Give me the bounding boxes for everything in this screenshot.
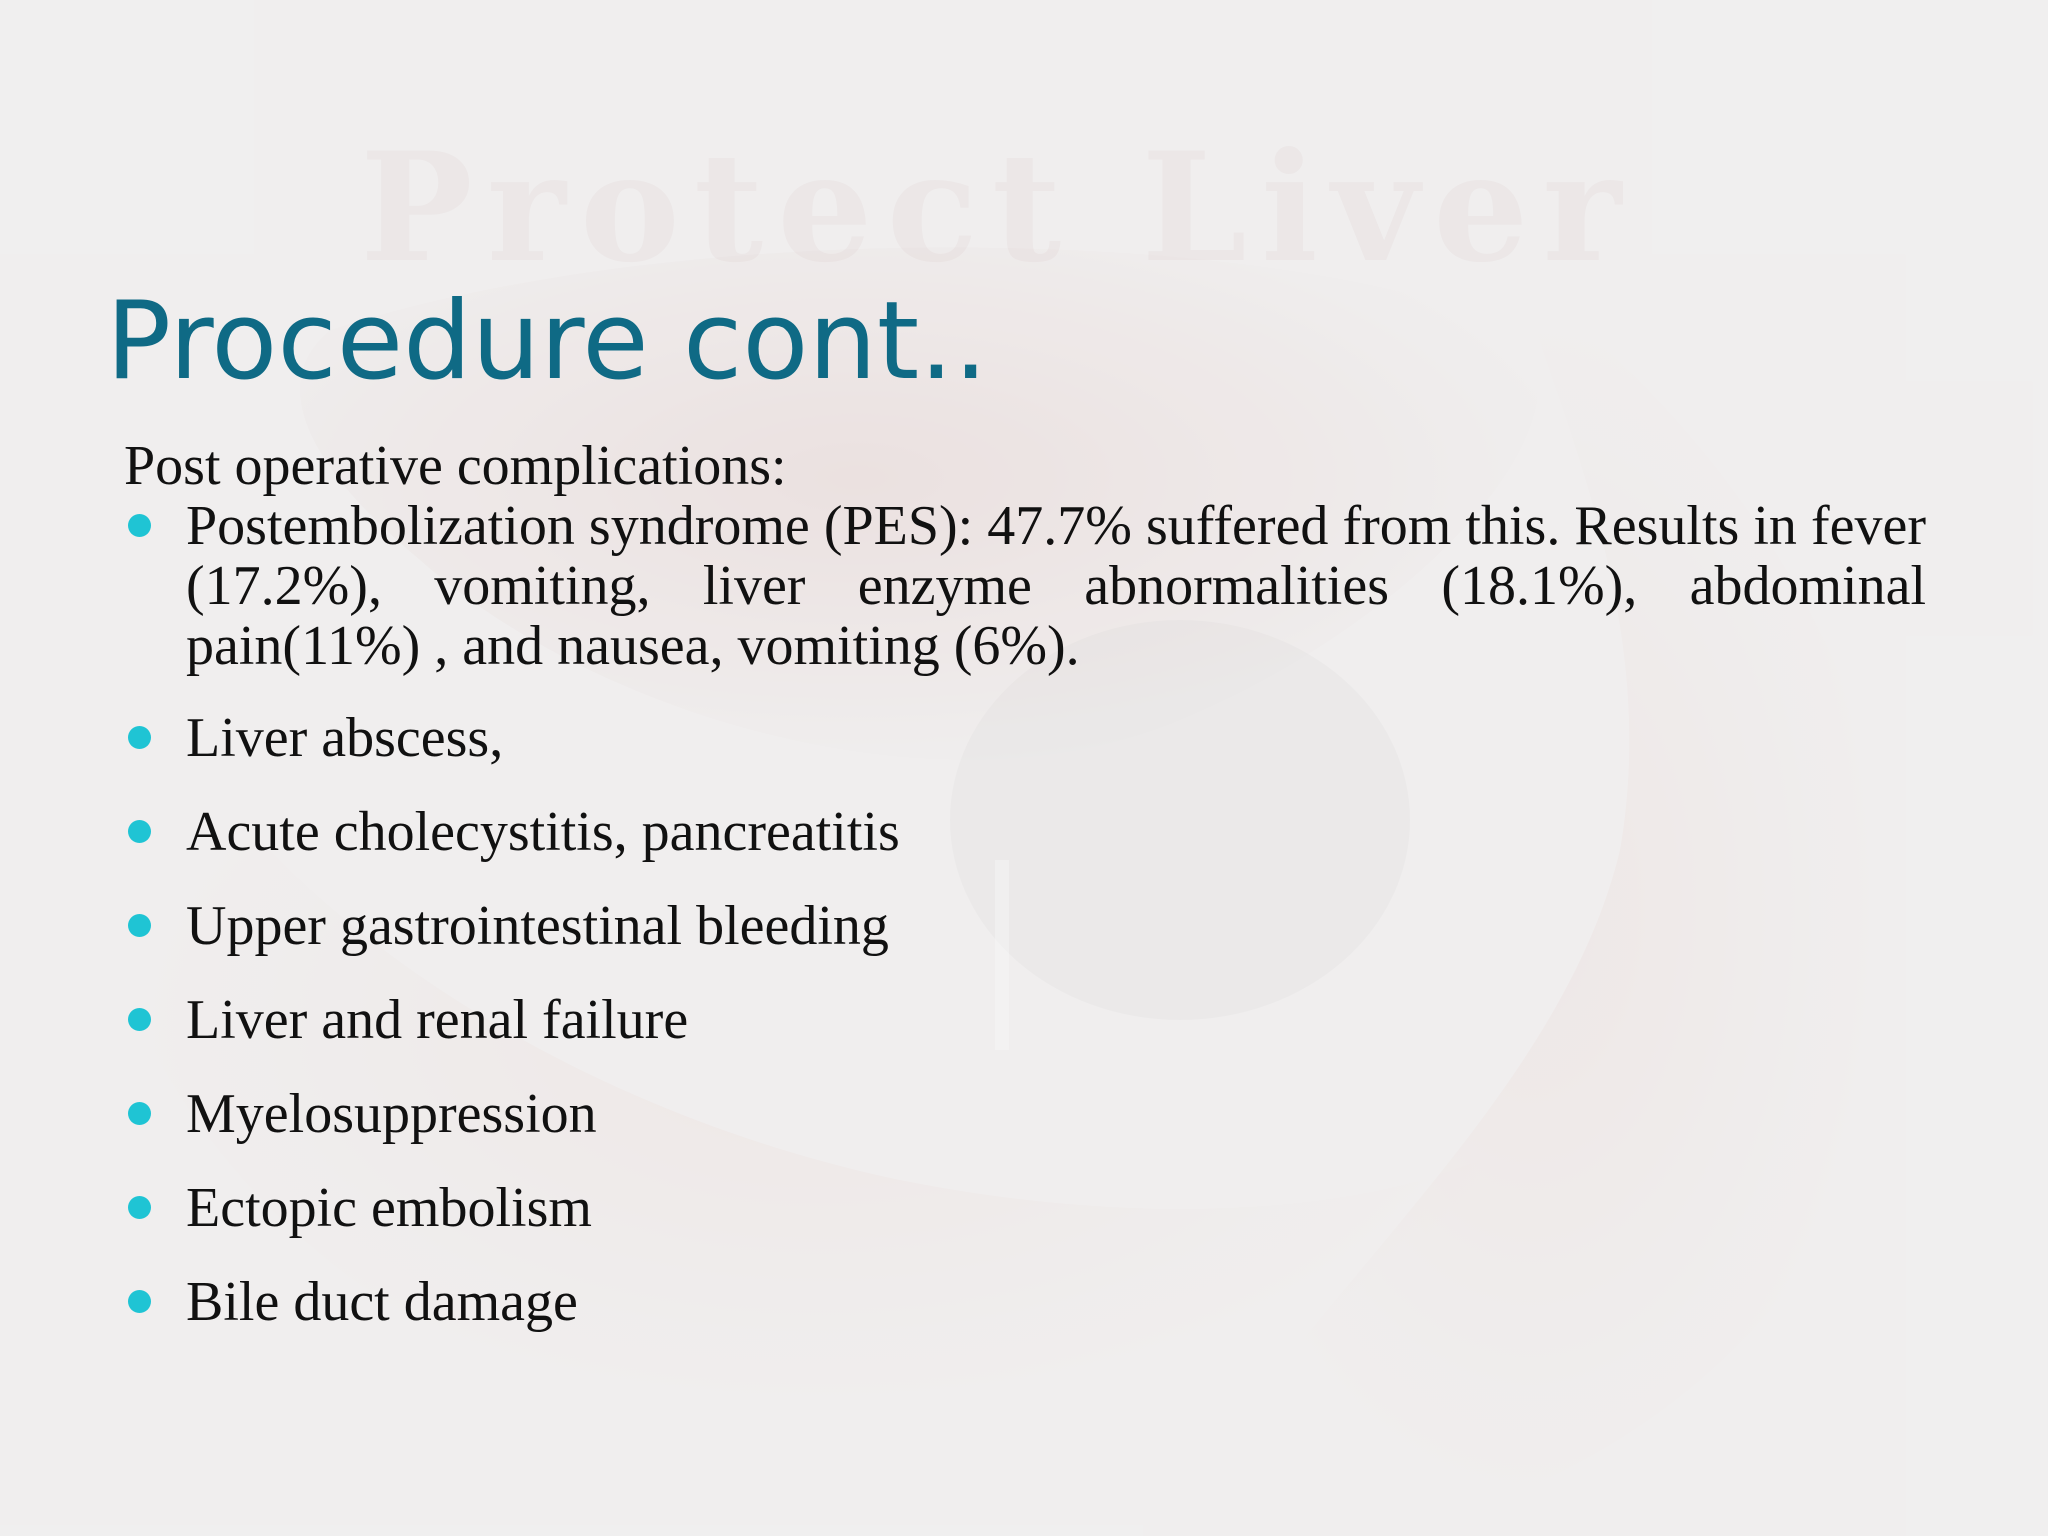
bullet-icon [128,914,151,937]
bullet-text: Myelosuppression [186,1083,597,1145]
bullet-text: Bile duct damage [186,1271,578,1333]
slide-content [124,436,1926,1364]
bullet-text: Liver abscess, [186,707,504,769]
bullet-text: Postembolization syndrome (PES): 47.7% suffered from this. Results in fever (17.2%), vomiting, liver enzyme abnormalities (18.1%), abdominal pain(11%) , and nausea, vomiting (6%). [186,495,1926,677]
slide-title: Procedure cont.. [106,279,988,404]
list-item [124,1176,1926,1240]
bullet-icon [128,1290,151,1313]
bullet-text: Acute cholecystitis, pancreatitis [186,801,900,863]
bullet-icon [128,820,151,843]
list-item [124,1082,1926,1146]
bullet-icon [128,1008,151,1031]
bullet-icon [128,726,151,749]
list-item [124,988,1926,1052]
bullet-text: Ectopic embolism [186,1177,592,1239]
bullet-text: Liver and renal failure [186,989,689,1051]
list-item [124,706,1926,770]
list-item [124,496,1926,676]
bullet-text: Upper gastrointestinal bleeding [186,895,889,957]
complications-list [124,496,1926,1334]
list-item [124,1270,1926,1334]
intro-text: Post operative complications: [124,435,787,497]
list-item [124,800,1926,864]
list-item [124,894,1926,958]
bullet-icon [128,514,151,537]
bullet-icon [128,1196,151,1219]
bullet-icon [128,1102,151,1125]
